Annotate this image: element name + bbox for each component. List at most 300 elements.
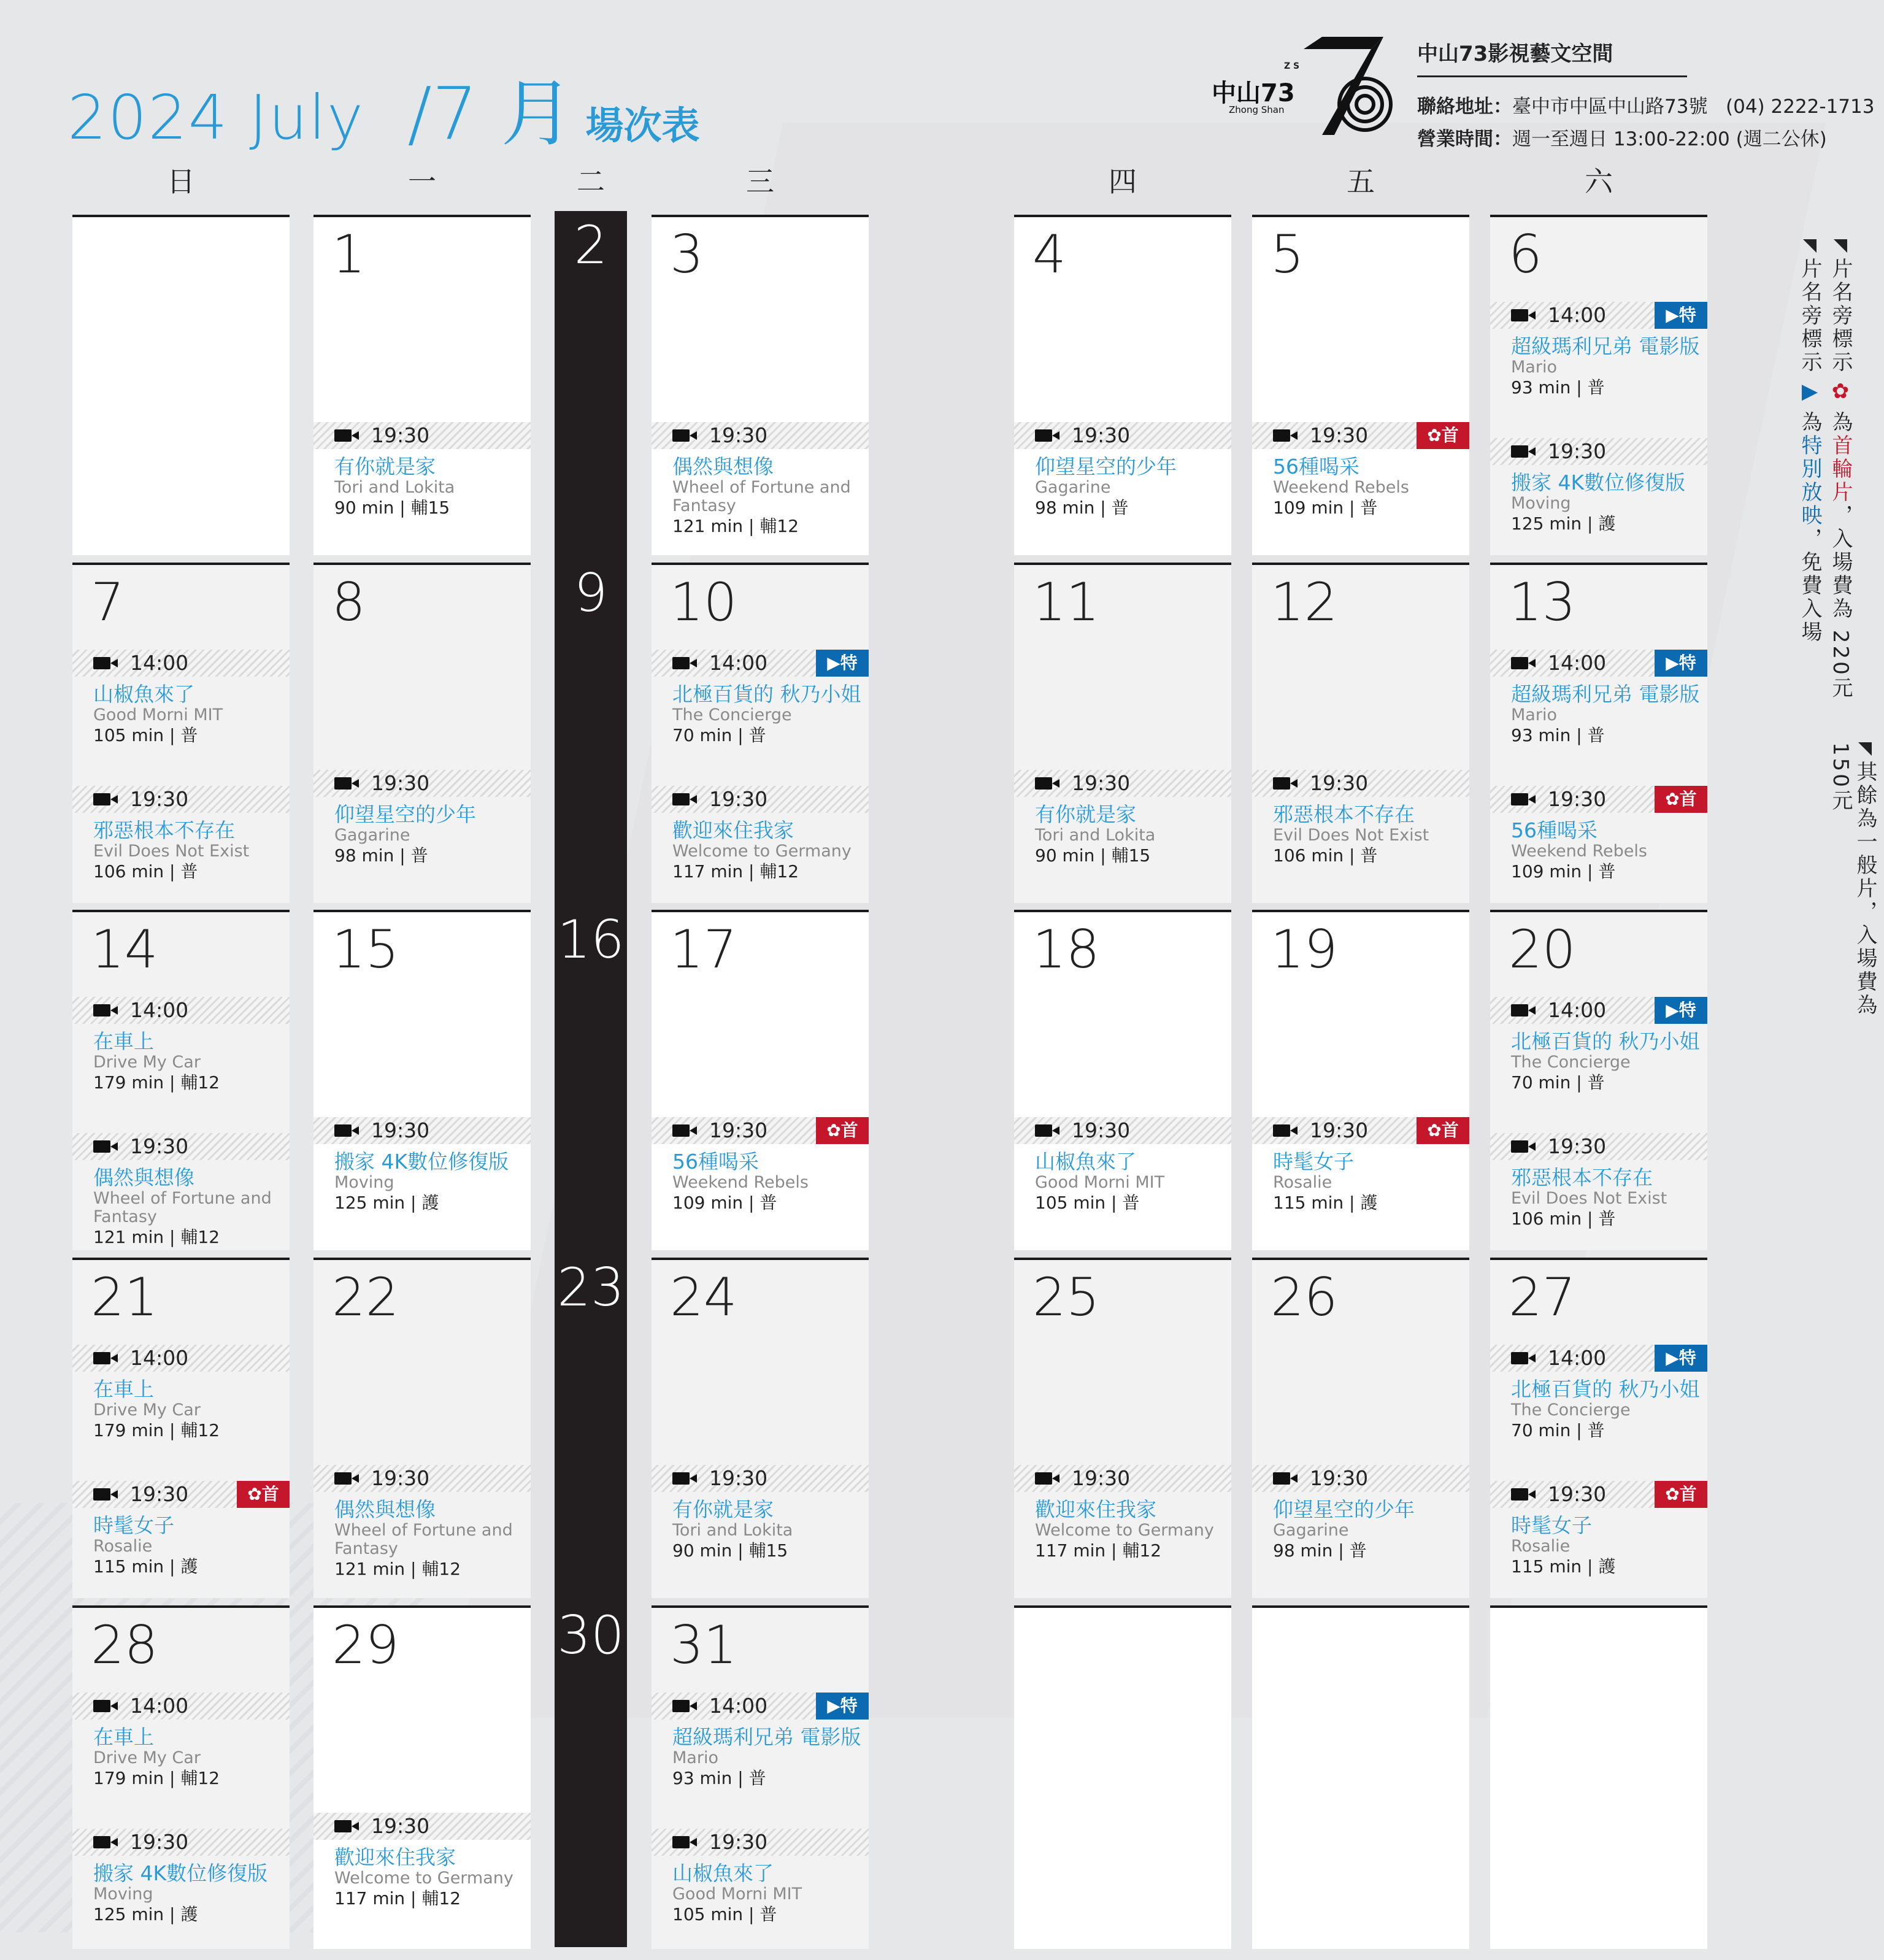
day-number: 14	[91, 919, 158, 980]
film-english-title: Rosalie	[93, 1537, 153, 1556]
screening-time-bar	[1252, 422, 1469, 449]
film-runtime-rating: 93 min | 普	[1511, 377, 1605, 398]
camera-icon	[93, 1004, 110, 1017]
legend-corner-mark	[1834, 239, 1847, 253]
badge-label: 首	[1679, 789, 1697, 809]
day-number: 25	[1032, 1267, 1100, 1328]
camera-icon	[672, 1700, 690, 1712]
screening[interactable]	[1490, 1345, 1707, 1442]
film-title[interactable]: 邪惡根本不存在	[1511, 1166, 1653, 1189]
film-english-title: Good Morni MIT	[1035, 1173, 1165, 1192]
camera-icon	[334, 1124, 352, 1137]
film-runtime-rating: 179 min | 輔12	[93, 1072, 220, 1093]
film-title[interactable]: 邪惡根本不存在	[93, 818, 235, 842]
screening-time-bar	[72, 650, 290, 677]
film-title[interactable]: 有你就是家	[672, 1497, 774, 1521]
screening-time: 19:30	[1548, 439, 1607, 463]
camera-icon	[1511, 1004, 1528, 1017]
screening-time: 19:30	[1072, 1118, 1131, 1142]
screening-time-bar	[1014, 1465, 1231, 1492]
screening[interactable]	[1252, 1465, 1469, 1562]
calendar-day	[652, 910, 869, 1250]
calendar-day	[72, 1605, 290, 1949]
calendar-day	[1490, 215, 1707, 555]
calendar-day-empty	[1014, 1605, 1231, 1949]
film-title[interactable]: 在車上	[93, 1725, 154, 1749]
film-runtime-rating: 179 min | 輔12	[93, 1420, 220, 1440]
film-english-title: Weekend Rebels	[672, 1173, 809, 1192]
screening[interactable]	[1014, 1465, 1231, 1562]
screening-time-bar	[72, 1693, 290, 1720]
film-title[interactable]: 仰望星空的少年	[334, 802, 476, 826]
screening[interactable]	[72, 1133, 290, 1248]
play-icon: ▶	[827, 653, 840, 673]
film-title[interactable]: 偶然與想像	[93, 1166, 194, 1189]
film-title[interactable]: 超級瑪利兄弟 電影版	[1511, 682, 1700, 706]
premiere-badge	[1655, 786, 1707, 813]
day-number: 24	[670, 1267, 737, 1328]
film-english-title: Weekend Rebels	[1273, 478, 1409, 497]
venue-hours-row	[1417, 123, 1874, 151]
screening[interactable]	[1490, 1481, 1707, 1578]
screening-time-bar	[72, 1829, 290, 1856]
screening[interactable]	[1490, 650, 1707, 747]
camera-icon	[1511, 1140, 1528, 1153]
film-runtime-rating: 70 min | 普	[1511, 1420, 1605, 1440]
film-title[interactable]: 有你就是家	[1035, 802, 1136, 826]
film-title[interactable]: 歡迎來住我家	[334, 1845, 456, 1869]
film-runtime-rating: 106 min | 普	[1511, 1209, 1616, 1229]
screening-time: 19:30	[709, 423, 768, 447]
screening[interactable]	[313, 770, 531, 867]
special-screening-badge	[1655, 1345, 1707, 1372]
film-reel-icon: ✿	[247, 1484, 262, 1504]
film-english-title: Evil Does Not Exist	[1511, 1189, 1667, 1208]
screening-time: 14:00	[1548, 651, 1607, 675]
screening[interactable]	[72, 1345, 290, 1442]
film-title[interactable]: 56種喝采	[1273, 455, 1359, 478]
screening[interactable]	[313, 422, 531, 519]
legend-text: 為	[1828, 411, 1853, 434]
film-runtime-rating: 98 min | 普	[1035, 498, 1129, 518]
day-number: 5	[1271, 224, 1304, 285]
special-screening-badge	[1655, 650, 1707, 677]
screening-time: 19:30	[130, 787, 189, 811]
title-schedule-label: 場次表	[585, 103, 700, 148]
film-runtime-rating: 121 min | 輔12	[334, 1559, 461, 1579]
legend-premiere-label: 首輪片	[1828, 434, 1853, 504]
calendar-day	[1252, 910, 1469, 1250]
camera-icon	[334, 1472, 352, 1485]
film-title[interactable]: 歡迎來住我家	[1035, 1497, 1156, 1521]
day-number: 22	[332, 1267, 399, 1328]
film-title[interactable]: 時髦女子	[93, 1513, 174, 1537]
legend-text: 片名旁標示	[1797, 258, 1822, 374]
screening-time: 14:00	[1548, 303, 1607, 327]
film-english-title: Gagarine	[334, 826, 410, 845]
screening[interactable]	[72, 650, 290, 747]
play-icon: ▶	[1797, 379, 1822, 406]
film-title[interactable]: 搬家 4K數位修復版	[1511, 471, 1686, 494]
badge-label: 特	[1678, 1348, 1696, 1368]
film-english-title: Gagarine	[1035, 478, 1111, 497]
closed-text: (週二公休)	[1736, 128, 1827, 150]
film-english-title: Tori and Lokita	[334, 478, 455, 497]
camera-icon	[1511, 445, 1528, 458]
screening[interactable]	[1014, 1117, 1231, 1214]
film-english-title: Drive My Car	[93, 1748, 201, 1767]
film-runtime-rating: 105 min | 普	[672, 1904, 777, 1924]
badge-label: 首	[1441, 1120, 1459, 1140]
screening[interactable]	[1490, 786, 1707, 883]
calendar-day	[1490, 910, 1707, 1250]
film-english-title: Moving	[334, 1173, 394, 1192]
screening-time-bar	[313, 1813, 531, 1840]
screening-time-bar	[1014, 1117, 1231, 1144]
film-title[interactable]: 北極百貨的 秋乃小姐	[672, 682, 861, 706]
screening[interactable]	[1490, 438, 1707, 535]
film-reel-icon: ✿	[826, 1120, 841, 1140]
screening-time: 19:30	[1310, 1466, 1369, 1490]
film-runtime-rating: 70 min | 普	[672, 725, 766, 745]
screening-time-bar	[1490, 1345, 1707, 1372]
screening-time: 14:00	[1548, 1346, 1607, 1370]
film-english-title: Rosalie	[1273, 1173, 1332, 1192]
address-label: 聯絡地址：	[1417, 96, 1512, 118]
film-reel-icon: ✿	[1427, 425, 1442, 445]
screening[interactable]	[1014, 422, 1231, 519]
tuesday-date: 23	[557, 1257, 625, 1318]
film-english-title: Evil Does Not Exist	[93, 842, 250, 861]
film-runtime-rating: 121 min | 輔12	[672, 516, 799, 536]
tuesday-closed-column	[555, 211, 627, 1947]
camera-icon	[93, 1352, 110, 1364]
screening-time: 19:30	[1310, 423, 1369, 447]
screening-time-bar	[652, 786, 869, 813]
screening[interactable]	[1252, 1117, 1469, 1214]
weekday-sat: 六	[1585, 165, 1613, 198]
tuesday-date: 30	[557, 1605, 625, 1666]
film-english-title: Wheel of Fortune and Fantasy	[334, 1521, 513, 1558]
play-icon: ▶	[1666, 1348, 1679, 1368]
play-icon: ▶	[827, 1696, 840, 1716]
page-title	[67, 55, 699, 159]
camera-icon	[1511, 1352, 1528, 1364]
camera-icon	[1035, 1124, 1052, 1137]
film-runtime-rating: 121 min | 輔12	[93, 1227, 220, 1247]
calendar-day	[1014, 215, 1231, 555]
screening[interactable]	[72, 786, 290, 883]
screening-time-bar	[652, 1117, 869, 1144]
film-english-title: Mario	[672, 1748, 718, 1767]
tuesday-date: 16	[557, 909, 625, 970]
screening-time: 19:30	[1310, 1118, 1369, 1142]
film-title[interactable]: 時髦女子	[1511, 1513, 1592, 1537]
screening[interactable]	[652, 1117, 869, 1214]
calendar-day	[652, 563, 869, 903]
logo-zs: Z S	[1284, 61, 1300, 71]
camera-icon	[672, 1124, 690, 1137]
film-title[interactable]: 在車上	[93, 1377, 154, 1401]
screening-time-bar	[652, 1693, 869, 1720]
camera-icon	[93, 1140, 110, 1153]
film-title[interactable]: 山椒魚來了	[93, 682, 194, 706]
weekday-tue: 二	[577, 165, 605, 198]
badge-label: 首	[1679, 1484, 1697, 1504]
calendar-day	[313, 563, 531, 903]
film-title[interactable]: 偶然與想像	[334, 1497, 436, 1521]
day-number: 6	[1509, 224, 1542, 285]
day-number: 12	[1271, 572, 1338, 633]
film-runtime-rating: 93 min | 普	[1511, 725, 1605, 745]
screening[interactable]	[313, 1813, 531, 1910]
film-english-title: Mario	[1511, 358, 1557, 377]
film-english-title: Welcome to Germany	[334, 1869, 513, 1888]
screening[interactable]	[1490, 302, 1707, 399]
screening-time: 19:30	[709, 1466, 768, 1490]
film-reel-icon: ✿	[1427, 1120, 1442, 1140]
calendar-day	[1490, 563, 1707, 903]
camera-icon	[93, 1836, 110, 1848]
day-number: 29	[332, 1615, 399, 1676]
screening[interactable]	[1252, 770, 1469, 867]
screening[interactable]	[313, 1117, 531, 1214]
camera-icon	[93, 793, 110, 805]
screening-time: 19:30	[1548, 1134, 1607, 1158]
day-number: 27	[1509, 1267, 1576, 1328]
film-runtime-rating: 98 min | 普	[334, 845, 428, 866]
calendar-day	[1014, 563, 1231, 903]
weekday-sun: 日	[167, 165, 195, 198]
screening-time: 19:30	[1072, 771, 1131, 795]
film-title[interactable]: 北極百貨的 秋乃小姐	[1511, 1029, 1700, 1053]
day-number: 8	[332, 572, 366, 633]
screening[interactable]	[1252, 422, 1469, 519]
film-title[interactable]: 偶然與想像	[672, 455, 774, 478]
tuesday-date: 2	[574, 215, 608, 276]
camera-icon	[1511, 657, 1528, 669]
screening-time-bar	[72, 786, 290, 813]
film-english-title: Rosalie	[1511, 1537, 1571, 1556]
screening-time: 19:30	[371, 1118, 430, 1142]
film-runtime-rating: 70 min | 普	[1511, 1072, 1605, 1093]
premiere-icon: ✿	[1828, 379, 1853, 406]
film-title[interactable]: 超級瑪利兄弟 電影版	[1511, 334, 1700, 358]
screening-time-bar	[1014, 770, 1231, 797]
screening-time-bar	[1490, 997, 1707, 1024]
screening-time-bar	[72, 997, 290, 1024]
camera-icon	[1273, 1472, 1290, 1485]
legend-special-fee: ，免費入場	[1797, 528, 1822, 644]
day-number: 21	[91, 1267, 158, 1328]
day-number: 18	[1032, 919, 1100, 980]
screening-time: 19:30	[130, 1482, 189, 1506]
camera-icon	[334, 777, 352, 790]
special-screening-badge	[816, 650, 869, 677]
screening-time-bar	[313, 770, 531, 797]
screening-time: 19:30	[1548, 787, 1607, 811]
film-runtime-rating: 125 min | 護	[1511, 513, 1616, 534]
film-title[interactable]: 有你就是家	[334, 455, 436, 478]
film-title[interactable]: 歡迎來住我家	[672, 818, 794, 842]
film-title[interactable]: 時髦女子	[1273, 1150, 1354, 1174]
weekday-fri: 五	[1347, 165, 1375, 198]
film-runtime-rating: 109 min | 普	[1273, 498, 1378, 518]
screening-time: 19:30	[371, 1466, 430, 1490]
weekday-thu: 四	[1109, 165, 1137, 198]
screening-time: 19:30	[709, 787, 768, 811]
screening[interactable]	[72, 1829, 290, 1926]
film-runtime-rating: 98 min | 普	[1273, 1540, 1367, 1561]
film-title[interactable]: 山椒魚來了	[672, 1861, 774, 1885]
film-english-title: Wheel of Fortune and Fantasy	[672, 478, 851, 515]
screening-time-bar	[1490, 1481, 1707, 1508]
screening[interactable]	[652, 422, 869, 537]
film-runtime-rating: 117 min | 輔12	[672, 861, 799, 882]
film-title[interactable]: 56種喝采	[1511, 818, 1598, 842]
film-title[interactable]: 在車上	[93, 1029, 154, 1053]
film-runtime-rating: 106 min | 普	[1273, 845, 1378, 866]
film-title[interactable]: 仰望星空的少年	[1273, 1497, 1415, 1521]
screening-time-bar	[652, 1465, 869, 1492]
badge-label: 特	[1678, 653, 1696, 673]
legend-premiere	[1828, 239, 1853, 701]
logo-romanized: Zhong Shan	[1229, 104, 1285, 115]
calendar-day	[72, 1258, 290, 1598]
screening-time-bar	[313, 1465, 531, 1492]
camera-icon	[1035, 429, 1052, 442]
screening[interactable]	[72, 997, 290, 1094]
film-runtime-rating: 125 min | 護	[334, 1193, 439, 1213]
weekday-mon: 一	[408, 165, 436, 198]
screening-time: 14:00	[130, 651, 189, 675]
film-reel-icon: ✿	[1665, 789, 1680, 809]
film-english-title: Welcome to Germany	[672, 842, 852, 861]
calendar-day	[652, 215, 869, 555]
premiere-badge	[237, 1481, 290, 1508]
film-title[interactable]: 山椒魚來了	[1035, 1150, 1136, 1174]
day-number: 31	[670, 1615, 737, 1676]
special-screening-badge	[1655, 997, 1707, 1024]
screening[interactable]	[313, 1465, 531, 1580]
film-runtime-rating: 115 min | 護	[93, 1556, 198, 1577]
film-title[interactable]: 56種喝采	[672, 1150, 759, 1174]
calendar-day	[652, 1258, 869, 1598]
day-number: 15	[332, 919, 399, 980]
legend-general	[1828, 742, 1877, 1055]
calendar-day	[313, 1258, 531, 1598]
calendar-day	[1490, 1258, 1707, 1598]
legend-special	[1797, 239, 1822, 644]
screening-time-bar	[652, 650, 869, 677]
screening[interactable]	[652, 1465, 869, 1562]
screening[interactable]	[652, 786, 869, 883]
screening-time-bar	[1252, 770, 1469, 797]
film-runtime-rating: 109 min | 普	[1511, 861, 1616, 882]
film-runtime-rating: 106 min | 普	[93, 861, 198, 882]
screening[interactable]	[652, 1693, 869, 1789]
camera-icon	[1035, 1472, 1052, 1485]
premiere-badge	[1655, 1481, 1707, 1508]
screening[interactable]	[72, 1481, 290, 1578]
day-number: 26	[1271, 1267, 1338, 1328]
address-text: 臺中市中區中山路73號	[1512, 96, 1708, 118]
screening[interactable]	[72, 1693, 290, 1789]
special-screening-badge	[1655, 302, 1707, 329]
film-runtime-rating: 115 min | 護	[1511, 1556, 1616, 1577]
day-number: 3	[670, 224, 704, 285]
play-icon: ▶	[1666, 1000, 1679, 1020]
title-year-month: 2024 July	[67, 82, 365, 153]
legend-corner-mark	[1803, 239, 1817, 253]
screening[interactable]	[652, 650, 869, 747]
calendar-day	[1252, 215, 1469, 555]
venue-address-row	[1417, 91, 1874, 118]
legend-premiere-fee: ，入場費為 220元	[1828, 504, 1853, 701]
screening[interactable]	[1490, 1133, 1707, 1230]
film-title[interactable]: 搬家 4K數位修復版	[334, 1150, 509, 1174]
camera-icon	[93, 1700, 110, 1712]
screening[interactable]	[1014, 770, 1231, 867]
screening-time: 14:00	[1548, 998, 1607, 1022]
screening-time: 14:00	[130, 1346, 189, 1370]
film-reel-icon: ✿	[1665, 1484, 1680, 1504]
screening-time: 14:00	[130, 998, 189, 1022]
day-number: 10	[670, 572, 737, 633]
film-title[interactable]: 邪惡根本不存在	[1273, 802, 1415, 826]
screening-time: 14:00	[130, 1694, 189, 1718]
day-number: 11	[1032, 572, 1100, 633]
legend-corner-mark	[1858, 742, 1872, 756]
camera-icon	[334, 429, 352, 442]
film-title[interactable]: 北極百貨的 秋乃小姐	[1511, 1377, 1700, 1401]
film-runtime-rating: 90 min | 輔15	[672, 1540, 788, 1561]
film-title[interactable]: 搬家 4K數位修復版	[93, 1861, 268, 1885]
venue-info	[1417, 37, 1874, 156]
screening-time: 19:30	[1310, 771, 1369, 795]
film-english-title: Evil Does Not Exist	[1273, 826, 1429, 845]
screening[interactable]	[652, 1829, 869, 1926]
camera-icon	[1273, 1124, 1290, 1137]
weekday-wed: 三	[746, 165, 774, 198]
film-runtime-rating: 105 min | 普	[1035, 1193, 1140, 1213]
play-icon: ▶	[1666, 305, 1679, 325]
film-runtime-rating: 109 min | 普	[672, 1193, 777, 1213]
calendar-day	[1252, 1258, 1469, 1598]
badge-label: 首	[261, 1484, 279, 1504]
screening-time: 19:30	[371, 771, 430, 795]
screening-time-bar	[652, 1829, 869, 1856]
camera-icon	[672, 1472, 690, 1485]
film-english-title: Drive My Car	[93, 1053, 201, 1072]
hours-text: 週一至週日 13:00-22:00	[1512, 128, 1730, 150]
screening-time: 14:00	[709, 651, 768, 675]
premiere-badge	[1417, 422, 1469, 449]
camera-icon	[1273, 777, 1290, 790]
badge-label: 特	[1678, 305, 1696, 325]
play-icon: ▶	[1666, 653, 1679, 673]
tuesday-date: 9	[574, 563, 608, 624]
film-english-title: Drive My Car	[93, 1401, 201, 1420]
film-title[interactable]: 超級瑪利兄弟 電影版	[672, 1725, 861, 1749]
legend	[1779, 239, 1877, 1055]
screening[interactable]	[1490, 997, 1707, 1094]
day-number: 13	[1509, 572, 1576, 633]
premiere-badge	[1417, 1117, 1469, 1144]
logo-73-mark	[1298, 37, 1396, 135]
film-title[interactable]: 仰望星空的少年	[1035, 455, 1177, 478]
calendar-day	[313, 910, 531, 1250]
